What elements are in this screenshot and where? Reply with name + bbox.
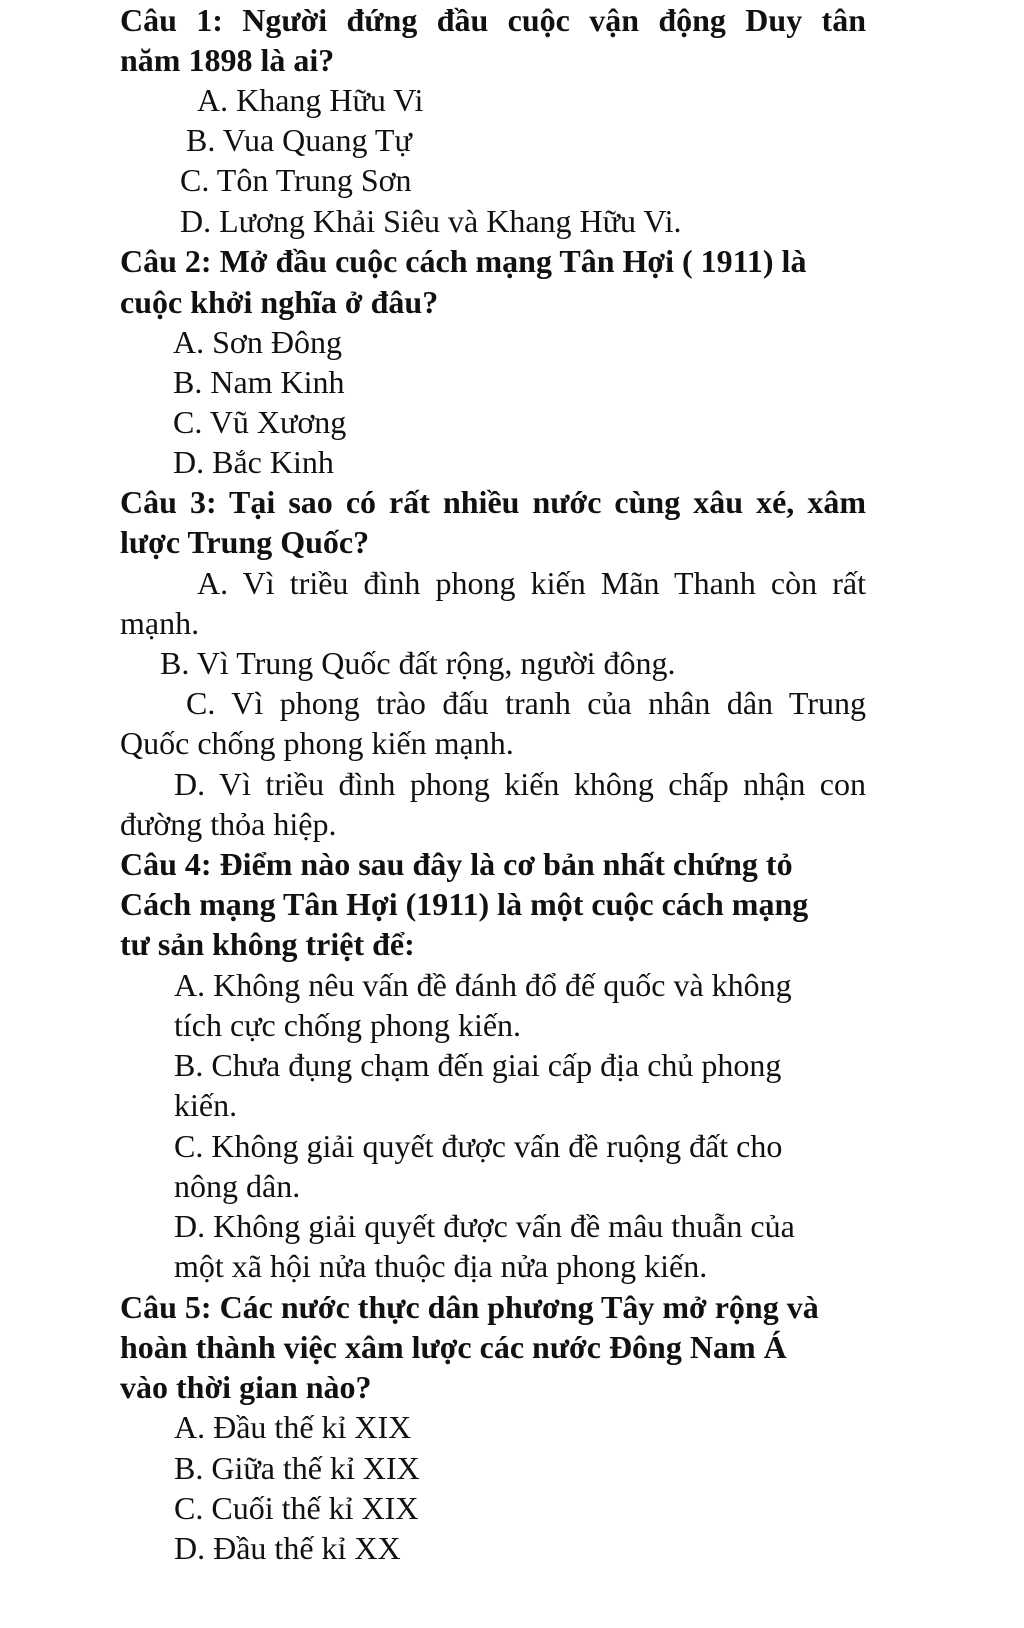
question-1-option-d: D. Lương Khải Siêu và Khang Hữu Vi. (180, 203, 682, 239)
question-1-text-line-1: Câu 1: Người đứng đầu cuộc vận động Duy tân (120, 2, 866, 38)
question-4-option-a-line-2: tích cực chống phong kiến. (174, 1007, 522, 1043)
question-4-text-line-3: tư sản không triệt để: (120, 926, 415, 962)
question-1-text-line-2: năm 1898 là ai? (120, 42, 335, 78)
question-4-option-a-line-1: A. Không nêu vấn đề đánh đổ đế quốc và không (174, 967, 792, 1003)
question-4-option-d-line-1: D. Không giải quyết được vấn đề mâu thuẫn của (174, 1208, 795, 1244)
question-2-option-d: D. Bắc Kinh (173, 444, 334, 480)
question-4-option-b-line-1: B. Chưa đụng chạm đến giai cấp địa chủ phong (174, 1047, 782, 1083)
question-1-option-c: C. Tôn Trung Sơn (180, 162, 412, 198)
question-5-text-line-3: vào thời gian nào? (120, 1369, 372, 1405)
question-5-text-line-2: hoàn thành việc xâm lược các nước Đông Nam Á (120, 1329, 787, 1365)
question-3-text-line-1: Câu 3: Tại sao có rất nhiều nước cùng xâu xé, xâm (120, 484, 866, 520)
question-2-option-a: A. Sơn Đông (173, 324, 342, 360)
question-3-option-c-line-1: C. Vì phong trào đấu tranh của nhân dân Trung (186, 685, 866, 721)
question-2-text-line-1: Câu 2: Mở đầu cuộc cách mạng Tân Hợi ( 1911) là (120, 243, 807, 279)
question-5-option-a: A. Đầu thế kỉ XIX (174, 1409, 412, 1445)
question-3-option-a-line-1: A. Vì triều đình phong kiến Mãn Thanh còn rất (197, 565, 866, 601)
question-4-option-c-line-1: C. Không giải quyết được vấn đề ruộng đất cho (174, 1128, 783, 1164)
question-2-option-b: B. Nam Kinh (173, 364, 345, 400)
question-1-option-a: A. Khang Hữu Vi (197, 82, 424, 118)
question-4-option-c-line-2: nông dân. (174, 1168, 301, 1204)
question-3-option-d-line-1: D. Vì triều đình phong kiến không chấp nhận con (174, 766, 866, 802)
question-5-text-line-1: Câu 5: Các nước thực dân phương Tây mở rộng và (120, 1289, 819, 1325)
question-4-text-line-1: Câu 4: Điểm nào sau đây là cơ bản nhất chứng tỏ (120, 846, 793, 882)
question-3-text-line-2: lược Trung Quốc? (120, 524, 370, 560)
question-4-text-line-2: Cách mạng Tân Hợi (1911) là một cuộc cách mạng (120, 886, 809, 922)
question-3-option-b: B. Vì Trung Quốc đất rộng, người đông. (160, 645, 676, 681)
question-4-option-d-line-2: một xã hội nửa thuộc địa nửa phong kiến. (174, 1248, 708, 1284)
question-5-option-d: D. Đầu thế kỉ XX (174, 1530, 401, 1566)
question-3-option-a-line-2: mạnh. (120, 605, 200, 641)
question-2-option-c: C. Vũ Xương (173, 404, 347, 440)
question-5-option-c: C. Cuối thế kỉ XIX (174, 1490, 419, 1526)
question-3-option-c-line-2: Quốc chống phong kiến mạnh. (120, 725, 514, 761)
question-2-text-line-2: cuộc khởi nghĩa ở đâu? (120, 284, 439, 320)
question-4-option-b-line-2: kiến. (174, 1087, 238, 1123)
question-1-option-b: B. Vua Quang Tự (186, 122, 412, 158)
question-3-option-d-line-2: đường thỏa hiệp. (120, 806, 337, 842)
question-5-option-b: B. Giữa thế kỉ XIX (174, 1450, 420, 1486)
